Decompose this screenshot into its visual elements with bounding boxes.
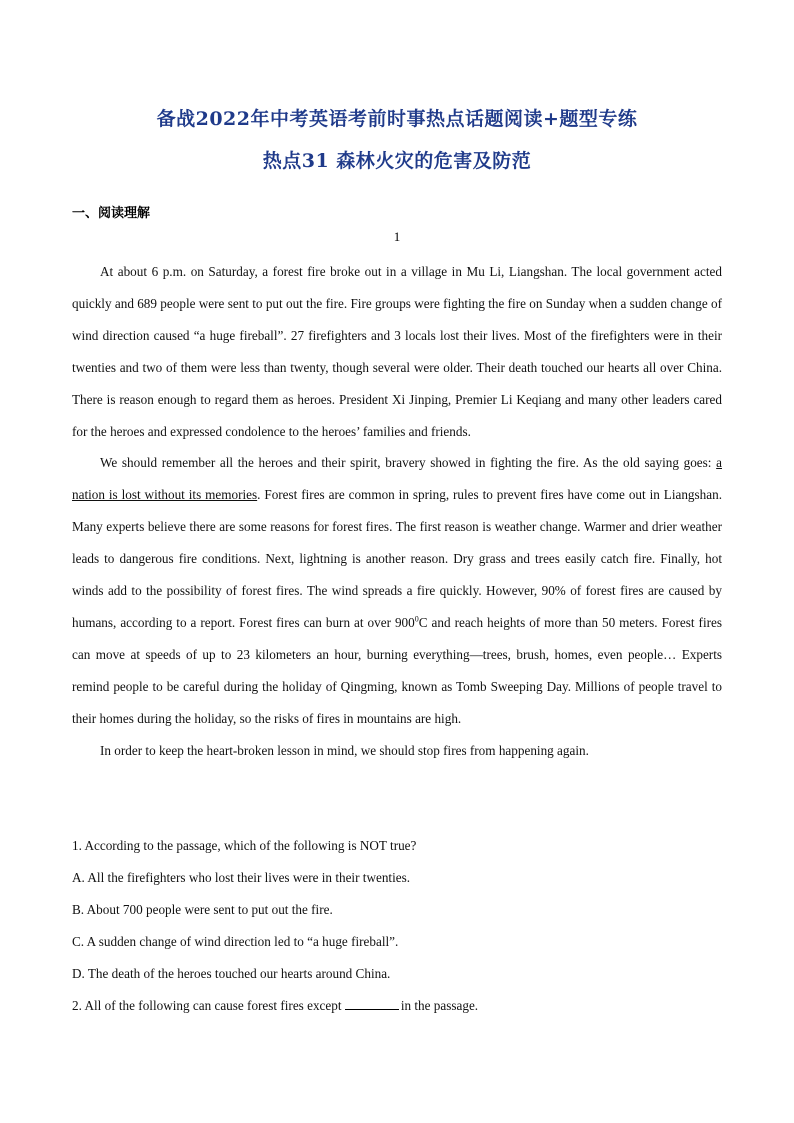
paragraph-2-middle: . Forest fires are common in spring, rules to prevent fires have come out in Liangshan. Many experts believe there are some reasons for forest fires. The first reason is weather change. Warmer and drier weather leads to dangerous fire conditions. Next, lightning is another reason. Dry grass and trees easily catch fire. Finally, hot winds add to the possibility of forest fires. The wind spreads a fire quickly. However, 90% of forest fires are caused by humans, according to a report. Forest fires can burn at over 900	[72, 487, 722, 630]
reading-passage	[72, 256, 722, 767]
question-1-option-a: A. All the firefighters who lost their lives were in their twenties.	[72, 869, 411, 885]
questions	[72, 830, 722, 1021]
question-1: 1. According to the passage, which of the following is NOT true?	[72, 838, 417, 853]
paragraph-1: At about 6 p.m. on Saturday, a forest fire broke out in a village in Mu Li, Liangshan. The local government acted quickly and 689 people were sent to put out the fire. Fire groups were fighting the fire on Sunday when a sudden change of wind direction caused “a huge fireball”. 27 firefighters and 3 locals lost their lives. Most of the firefighters were in their twenties and two of them were less than twenty, though several were older. Their death touched our hearts all over China. There is reason enough to regard them as heroes. President Xi Jinping, Premier Li Keqiang and many other leaders cared for the heroes and expressed condolence to the heroes’ families and friends.	[72, 264, 722, 439]
document-title: 备战2022年中考英语考前时事热点话题阅读+题型专练	[156, 108, 638, 130]
document-subtitle: 热点31 森林火灾的危害及防范	[262, 150, 532, 172]
question-2-text: 2. All of the following can cause forest fires except	[72, 997, 345, 1013]
paragraph-2	[72, 447, 722, 734]
question-1-option-b: B. About 700 people were sent to put out the fire.	[72, 901, 333, 917]
question-2	[72, 990, 722, 1022]
section-heading: 一、阅读理解	[72, 206, 151, 221]
paragraph-3: In order to keep the heart-broken lesson in mind, we should stop fires from happening again.	[100, 742, 589, 758]
question-1-option-c: C. A sudden change of wind direction led to “a huge fireball”.	[72, 933, 399, 949]
degree-superscript: 0	[414, 614, 419, 624]
paragraph-2-start: We should remember all the heroes and their spirit, bravery showed in fighting the fire. As the old saying goes:	[100, 455, 717, 471]
question-1-option-d: D. The death of the heroes touched our hearts around China.	[72, 965, 391, 981]
answer-blank	[345, 998, 399, 1010]
paragraph-2-end: C and reach heights of more than 50 meters. Forest fires can move at speeds of up to 23 kilometers an hour, burning everything—trees, brush, homes, even people… Experts remind people to be careful during the holiday of Qingming, known as Tomb Sweeping Day. Millions of people travel to their homes during the holiday, so the risks of fires in mountains are high.	[72, 614, 722, 726]
underlined-saying: a nation is lost without its memories	[72, 455, 722, 503]
question-2-end: in the passage.	[400, 997, 479, 1013]
passage-number: 1	[393, 229, 401, 244]
